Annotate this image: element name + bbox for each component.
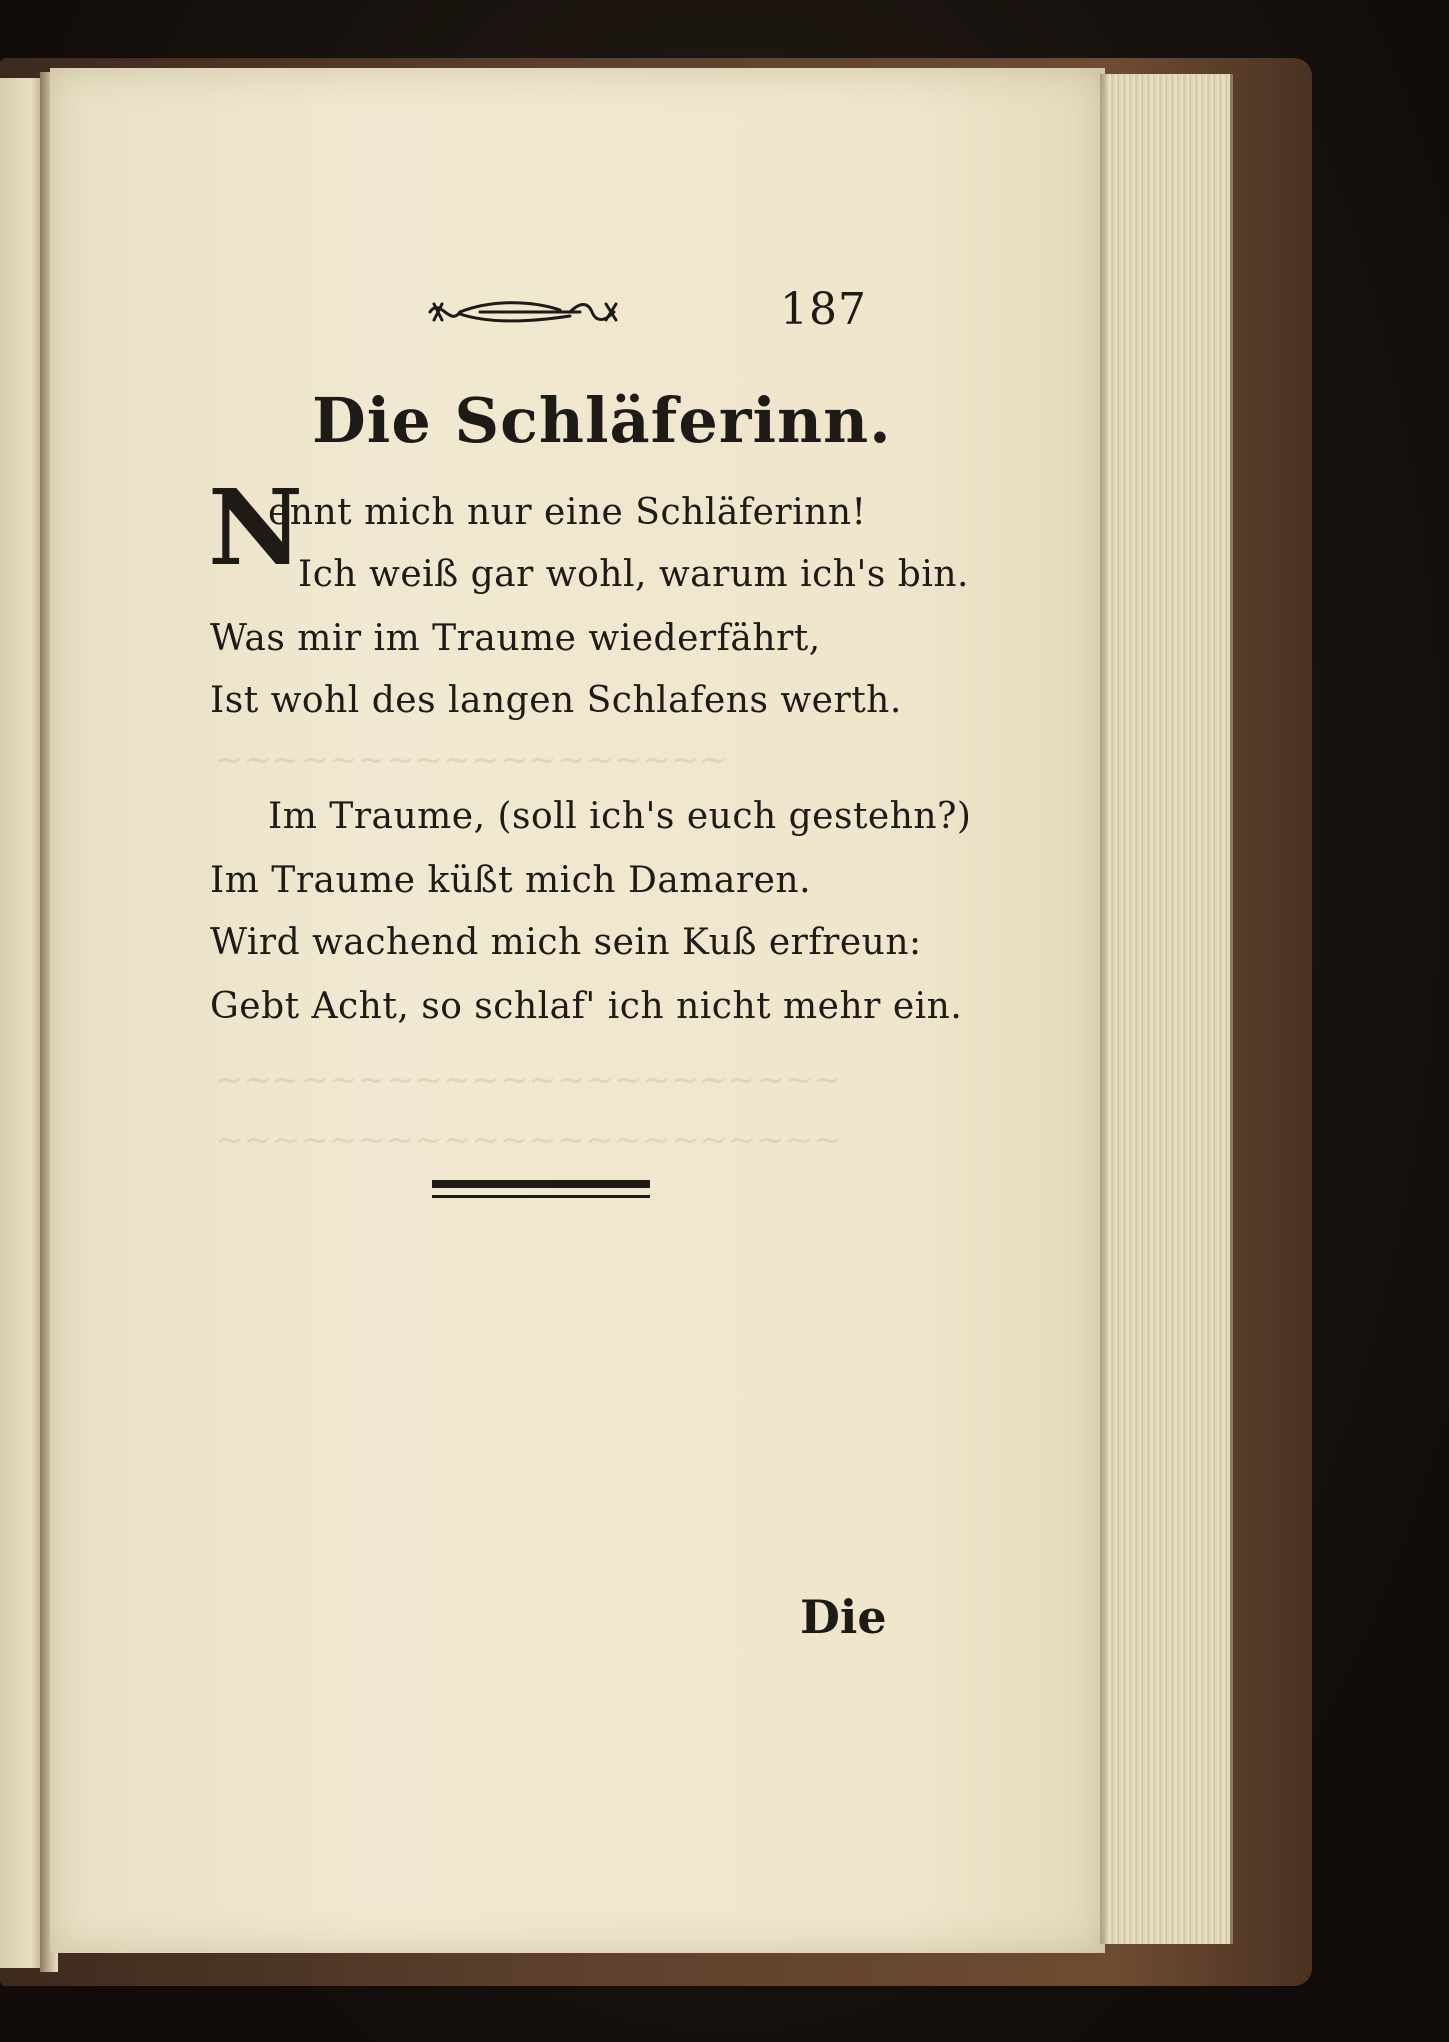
end-rule: [432, 1180, 650, 1188]
poem-line: Ist wohl des langen Schlafens werth.: [210, 680, 902, 721]
page-edge-shadow: [1100, 74, 1108, 1944]
page-number: 187: [780, 284, 867, 335]
poem-line: ennt mich nur eine Schläferinn!: [268, 492, 867, 533]
catchword: Die: [800, 1590, 887, 1644]
poem-line: Im Traume, (soll ich's euch gestehn?): [268, 796, 972, 837]
decorative-flourish-icon: [420, 292, 630, 332]
show-through-text: ~~~~~~~~~~~~~~~~~~: [215, 740, 728, 780]
drop-cap-initial: N: [208, 466, 304, 589]
end-rule: [432, 1195, 650, 1198]
left-facing-page: [0, 78, 44, 1968]
poem-line: Was mir im Traume wiederfährt,: [210, 618, 821, 659]
page-edges: [1102, 74, 1233, 1944]
show-through-text: ~~~~~~~~~~~~~~~~~~~~~~: [215, 1060, 842, 1100]
poem-line: Gebt Acht, so schlaf' ich nicht mehr ein.: [210, 986, 963, 1027]
poem-line: Ich weiß gar wohl, warum ich's bin.: [298, 554, 969, 595]
show-through-text: ~~~~~~~~~~~~~~~~~~~~~~: [215, 1120, 842, 1160]
poem-title: Die Schläferinn.: [312, 384, 892, 457]
poem-line: Im Traume küßt mich Damaren.: [210, 860, 812, 901]
poem-line: Wird wachend mich sein Kuß erfreun:: [210, 922, 922, 963]
